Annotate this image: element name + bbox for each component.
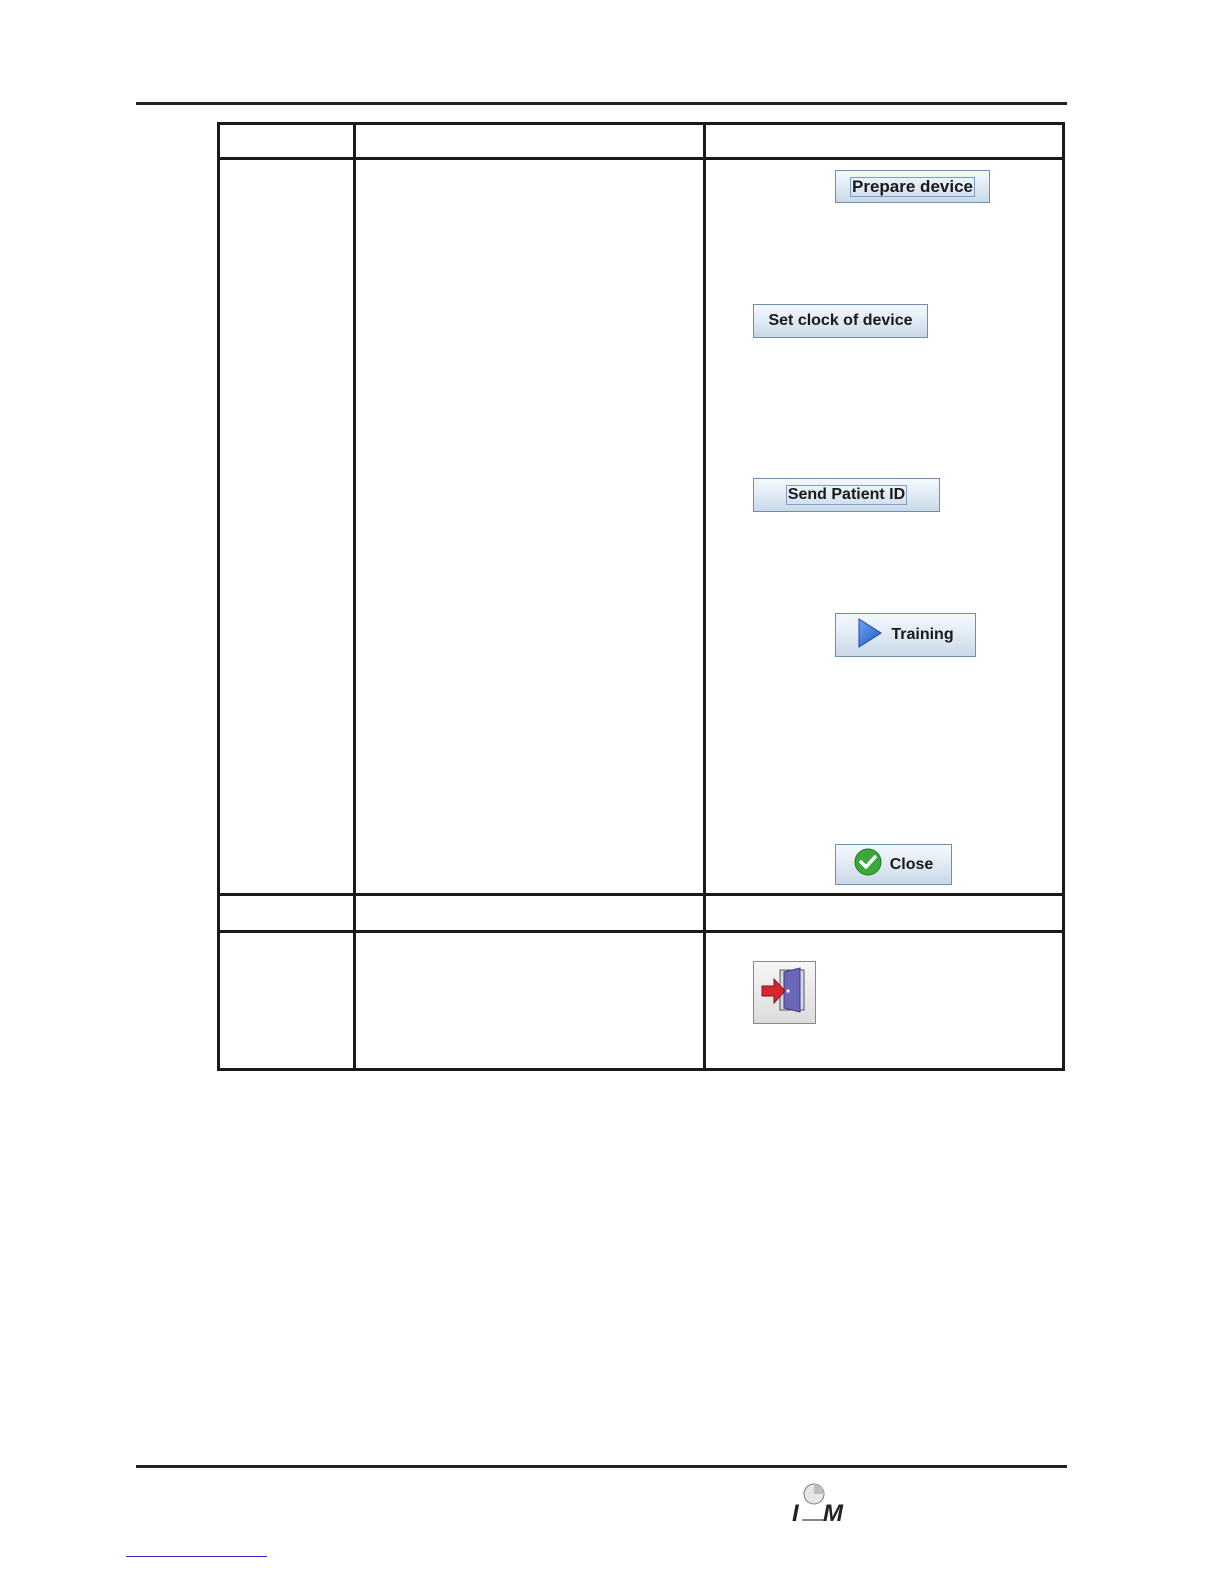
prepare-device-button[interactable] bbox=[835, 170, 990, 203]
exit-button[interactable] bbox=[753, 961, 816, 1024]
play-icon bbox=[857, 617, 883, 654]
table-cell bbox=[707, 896, 1062, 930]
table-cell bbox=[220, 896, 353, 930]
table-cell bbox=[220, 160, 353, 893]
logo-letter-i: I bbox=[792, 1500, 799, 1527]
check-icon bbox=[854, 848, 882, 881]
table-cell bbox=[356, 896, 703, 930]
training-button[interactable] bbox=[835, 613, 976, 657]
buttons-cell bbox=[707, 160, 1062, 893]
table-border-bottom bbox=[217, 1068, 1065, 1071]
header-cell bbox=[707, 125, 1062, 157]
instruction-table bbox=[217, 122, 1065, 1071]
exit-door-icon bbox=[758, 966, 812, 1019]
exit-cell bbox=[707, 933, 1062, 1068]
footer-rule bbox=[136, 1465, 1067, 1468]
header-cell bbox=[220, 125, 353, 157]
send-patient-id-button[interactable] bbox=[753, 478, 940, 512]
close-button[interactable] bbox=[835, 844, 952, 885]
prepare-device-label: Prepare device bbox=[852, 176, 973, 196]
logo-letter-m: M bbox=[823, 1500, 843, 1527]
send-patient-id-label: Send Patient ID bbox=[787, 486, 906, 503]
header-rule bbox=[136, 102, 1067, 105]
table-cell bbox=[356, 933, 703, 1068]
table-cell bbox=[356, 160, 703, 893]
set-clock-button[interactable] bbox=[753, 304, 928, 338]
iem-logo bbox=[790, 1480, 850, 1527]
table-border-right bbox=[1062, 122, 1065, 1071]
close-label: Close bbox=[889, 855, 934, 873]
header-cell bbox=[356, 125, 703, 157]
column-divider bbox=[703, 122, 706, 1071]
set-clock-label: Set clock of device bbox=[768, 312, 913, 329]
footer-link-underline[interactable] bbox=[126, 1556, 267, 1557]
table-cell bbox=[220, 933, 353, 1068]
training-label: Training bbox=[891, 626, 954, 643]
